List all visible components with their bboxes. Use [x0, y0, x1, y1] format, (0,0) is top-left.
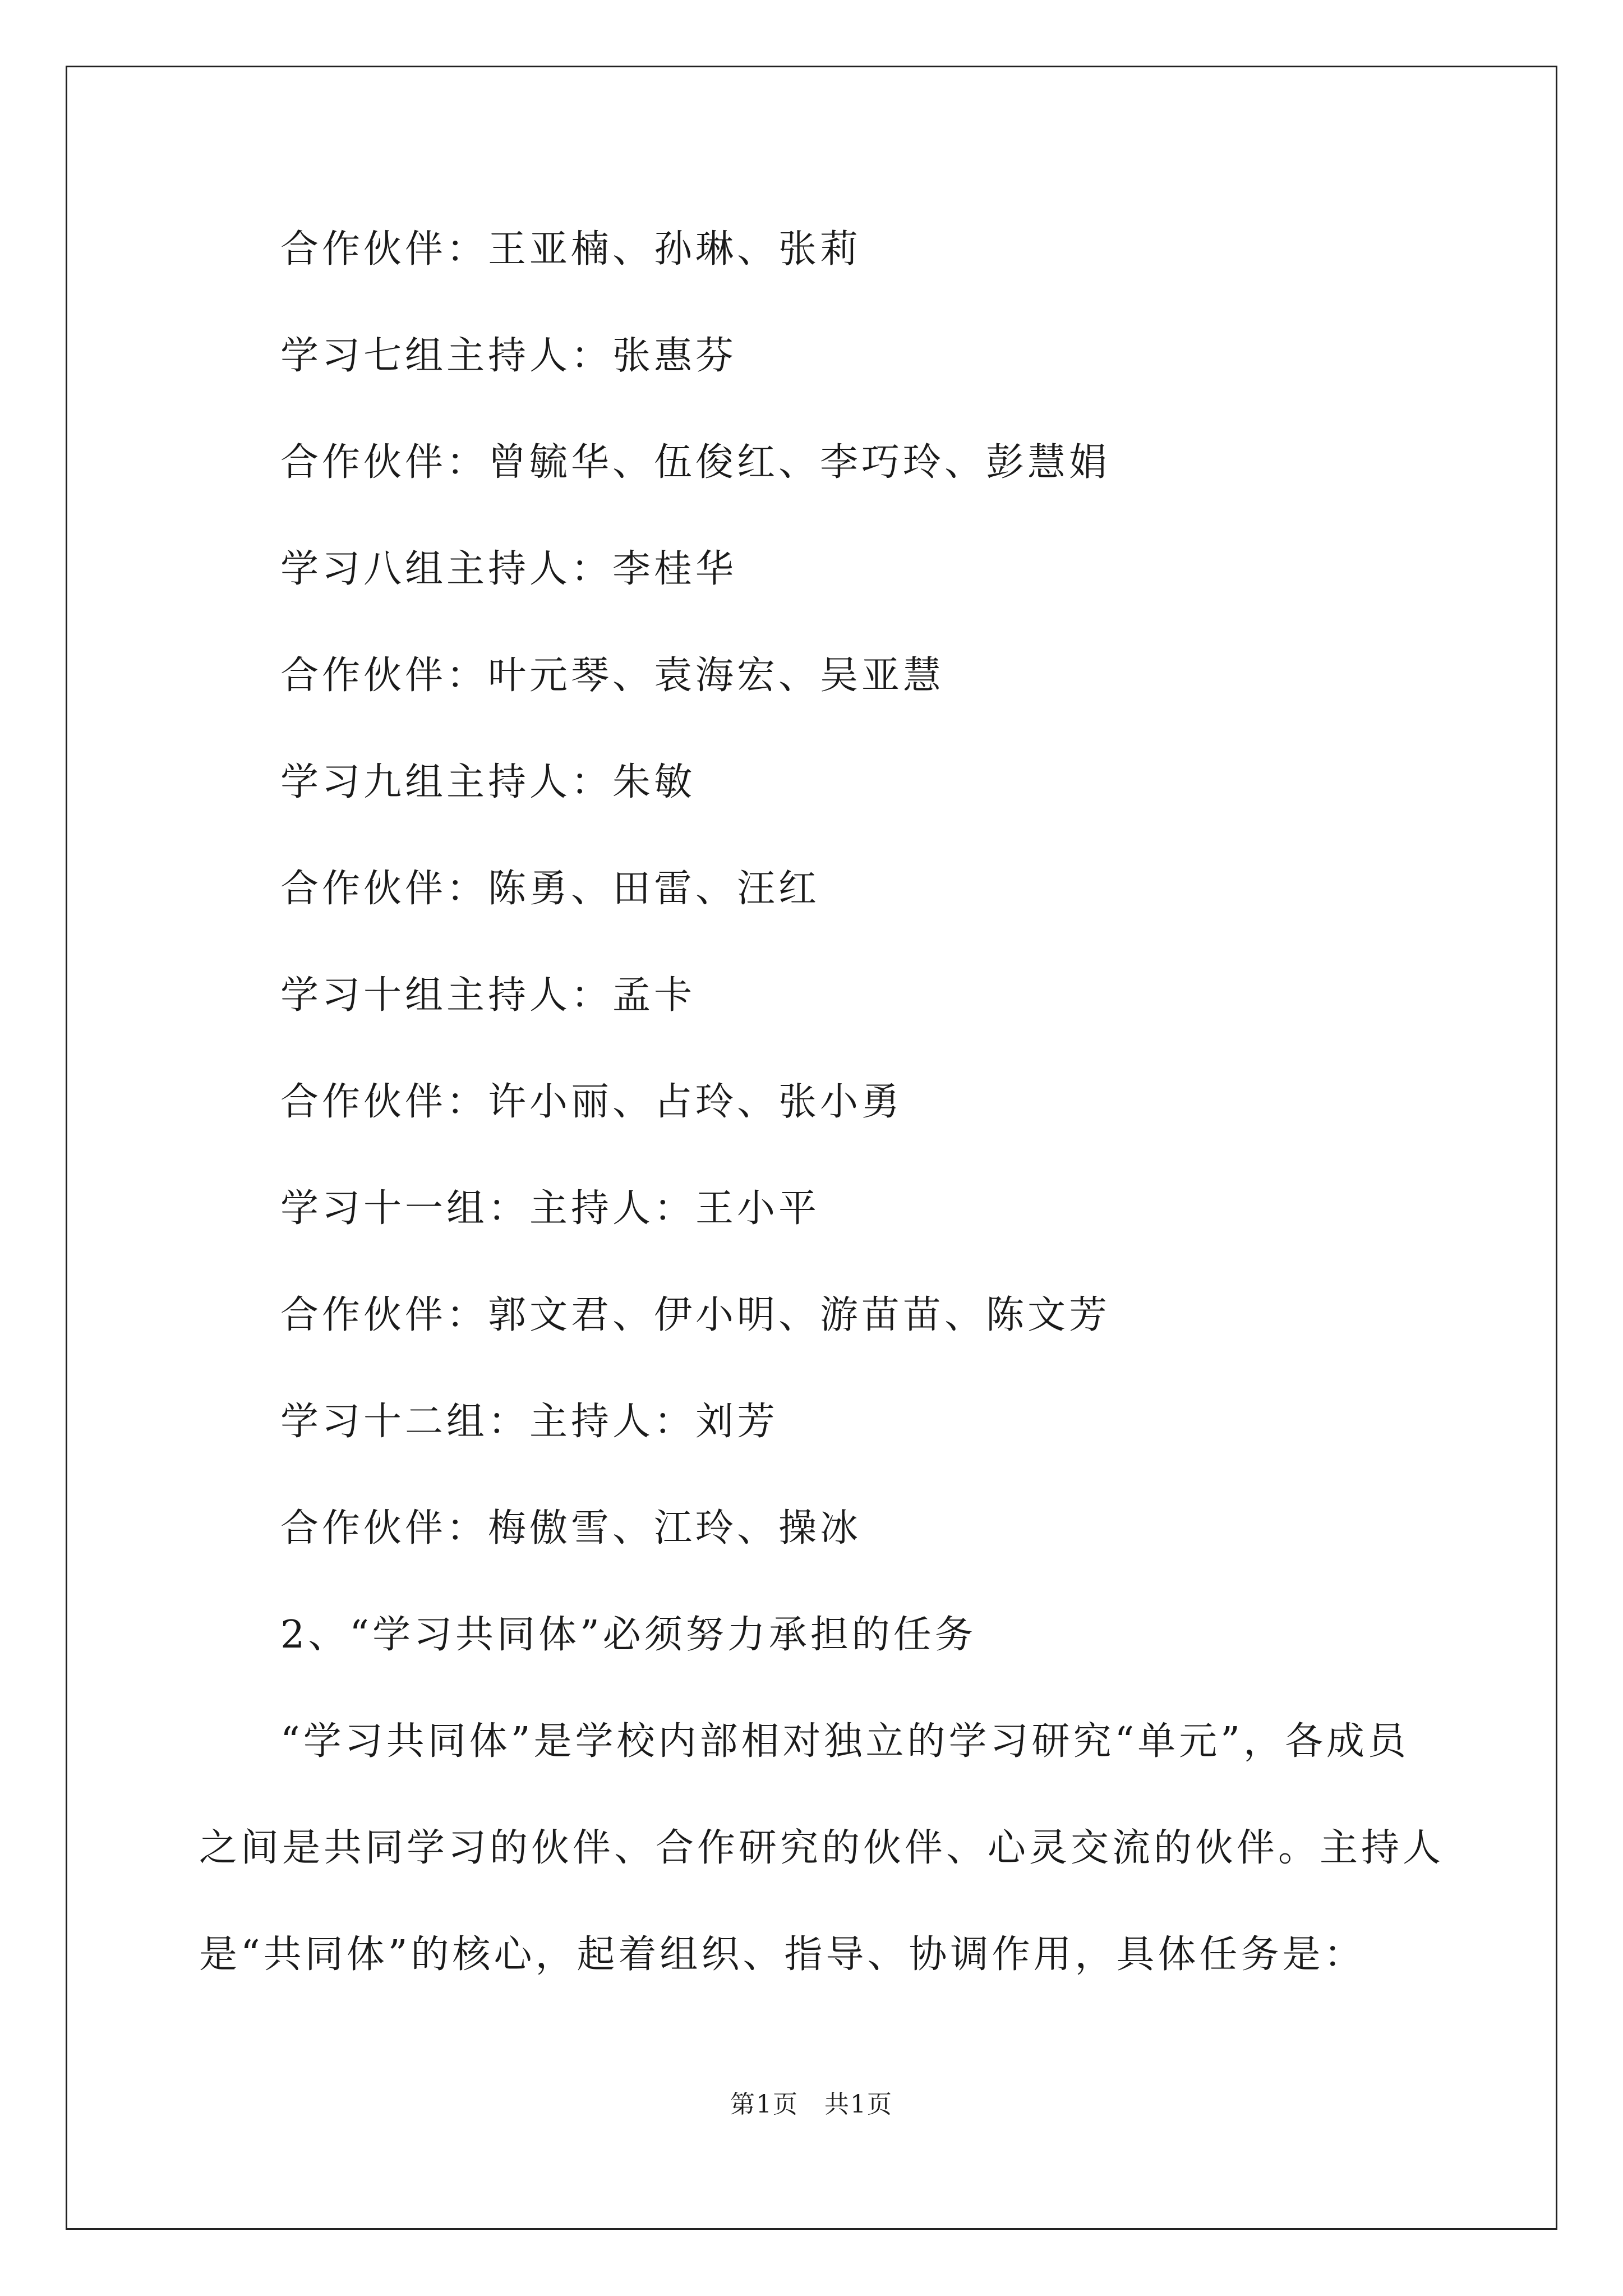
text-line: 合作伙伴：王亚楠、孙琳、张莉	[280, 227, 862, 272]
paragraph-line: 是“共同体”的核心，起着组织、指导、协调作用，具体任务是：	[199, 1932, 1366, 1977]
text-line: 合作伙伴：郭文君、伊小明、游苗苗、陈文芳	[280, 1293, 1111, 1337]
text-line: 学习九组主持人：朱敏	[280, 760, 696, 804]
text-line: 学习七组主持人：张惠芬	[280, 334, 737, 378]
text-line: 学习十一组：主持人：王小平	[280, 1186, 820, 1231]
text-line: 合作伙伴：叶元琴、袁海宏、吴亚慧	[280, 654, 945, 698]
text-line: 合作伙伴：梅傲雪、江玲、操冰	[280, 1506, 862, 1550]
paragraph-line: “学习共同体”是学校内部相对独立的学习研究“单元”，各成员	[280, 1719, 1410, 1764]
text-line: 合作伙伴：许小丽、占玲、张小勇	[280, 1080, 903, 1124]
section-heading: 2、“学习共同体”必须努力承担的任务	[280, 1613, 976, 1657]
text-line: 学习十二组：主持人：刘芳	[280, 1400, 779, 1444]
text-line: 学习十组主持人：孟卡	[280, 973, 696, 1018]
text-line: 合作伙伴：陈勇、田雷、汪红	[280, 867, 820, 911]
text-line: 合作伙伴：曾毓华、伍俊红、李巧玲、彭慧娟	[280, 440, 1111, 485]
page-number-footer: 第1页 共1页	[730, 2090, 893, 2119]
page-border	[66, 66, 1557, 2230]
paragraph-line: 之间是共同学习的伙伴、合作研究的伙伴、心灵交流的伙伴。主持人	[199, 1826, 1445, 1870]
text-line: 学习八组主持人：李桂华	[280, 547, 737, 591]
